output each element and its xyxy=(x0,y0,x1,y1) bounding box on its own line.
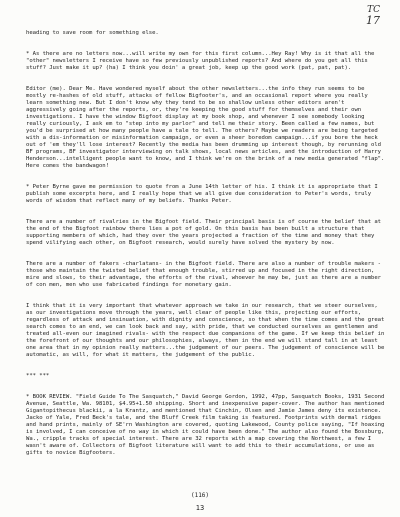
newsletter-column xyxy=(26,16,386,464)
archive-number: 13 xyxy=(195,504,205,512)
section-divider: *** *** xyxy=(26,373,50,379)
handwritten-number: 17 xyxy=(366,14,380,27)
page-number: (116) xyxy=(190,492,210,499)
paragraph: Editor (me). Dear Me. Have wondered myself about the other newsletters...the info they run seems to be mostly re-hashes of old stuff, attacks of fellow Bigfooter's, and an occasional report where you really learn something new. But I don't know why they tend to be so shallow unless other editors aren't aggressively going after the reports, or, they're keeping the good stuff for themselves and their own investigations. I have the window Bigfoot display at my book shop, and whenever I see somebody looking really curiously, I ask em to "step into my parlor" and tell me their story. Been called a few names, but you'd be surprised at how many people have a tale to tell. The others? Maybe we readers are being targeted with a dis-information or misinformation campaign, or even a sheer boredom campaign...if you bore the heck out of 'em they'll lose interest? Recently the media has been drumming up interest though, by rerunning old BF programs, BF investigator interviewing on talk shows, local news articles, and the introduction of Harry Henderson...intelligent people want to know, and I think we're on the brink of a new media generated "flap". Here comes the bandwagon! xyxy=(26,86,388,169)
paragraph: There are a number of fakers -charlatans- in the Bigfoot field. There are also a number of trouble makers -those who maintain the twisted belief that enough trouble, stirred up and focused in the right direction, mire and slows, to their advantage, the efforts of the rival, whoever he may be, just as there are a number of con men, men who use fabricated findings for monetary gain. xyxy=(26,261,385,288)
handwritten-tc: TC xyxy=(367,5,380,15)
paragraph: * Peter Byrne gave me permission to quote from a June 14th letter of his. I think it is appropriate that I publish some excerpts here, and I really hope that we all give due consideration to Peter's words, truly words of wisdom that reflect many of my beliefs. Thanks Peter. xyxy=(26,184,382,204)
paragraph: There are a number of rivalries in the Bigfoot field. Their principal basis is of course the belief that at the end of the Bigfoot rainbow there lies a pot of gold. On this basis has been built a structure that supporting members of which, had they over the years projected a fraction of the time and money that they spend vilifying each other, on Bigfoot research, would surely have solved the mystery by now. xyxy=(26,219,385,246)
paragraph: heading to save room for something else. xyxy=(26,30,159,36)
paragraph: I think that it is very important that whatever approach we take in our research, that we steer ourselves, as our investigations move through the years, well clear of people like this, projecting our efforts, regardless of attack and insinuation, with dignity and conscience, so that when the time comes and the great search comes to an end, we can look back and say, with pride, that we conducted ourselves as gentlemen and treated all-even our imagined rivals- with the respect due companions of the game. If we keep this belief in the forefront of our thoughts and our philosophies, always, then in the end we will stand tall in at least one area that in my opinion really matters...the judgement of our peers. The judgement of conscience will be automatic, as will, for what it matters, the judgement of the public. xyxy=(26,303,388,358)
book-review: * BOOK REVIEW. "Field Guide To The Sasquatch," David George Gordon, 1992, 47pp, Sasquatch Books, 1931 Second Avenue, Seattle, Wa. 98101, $4.95+1.50 shipping. Short and inexpensive paper-cover. The author has mentioned Gigantopithecus blackii, a la Krantz, and mentioned that Cinchin, Olsen and Jamie James deny its existence. Jacko of Yale, Fred Beck's tale, and the Bluff Creek film taking is featured. Footprints with dermal ridges and hand prints, mainly of SE'rn Washington are covered, quoting Lakewood, County police saying, "If hoaxing is involved, I can conceive of no way in which it could have been done." The author also found the Bossburg, Wa., cripple tracks of special interest. There are 32 reports with a map covering the Northwest, a few I wasn't aware of. Collectors of Bigfoot literature will want to add this to their accumulations, or use as gifts to novice Bigfooters. xyxy=(26,394,388,456)
paragraph: * As there are no letters now...will write my own for this first column...Hey Ray! Why is it that all the "other" newsletters I receive have so few previously unpublished reports? And where do you get all this stuff? Just make it up? (ha) I think you doin' a great job, keep up the good work (pat, pat, pat). xyxy=(26,51,378,71)
